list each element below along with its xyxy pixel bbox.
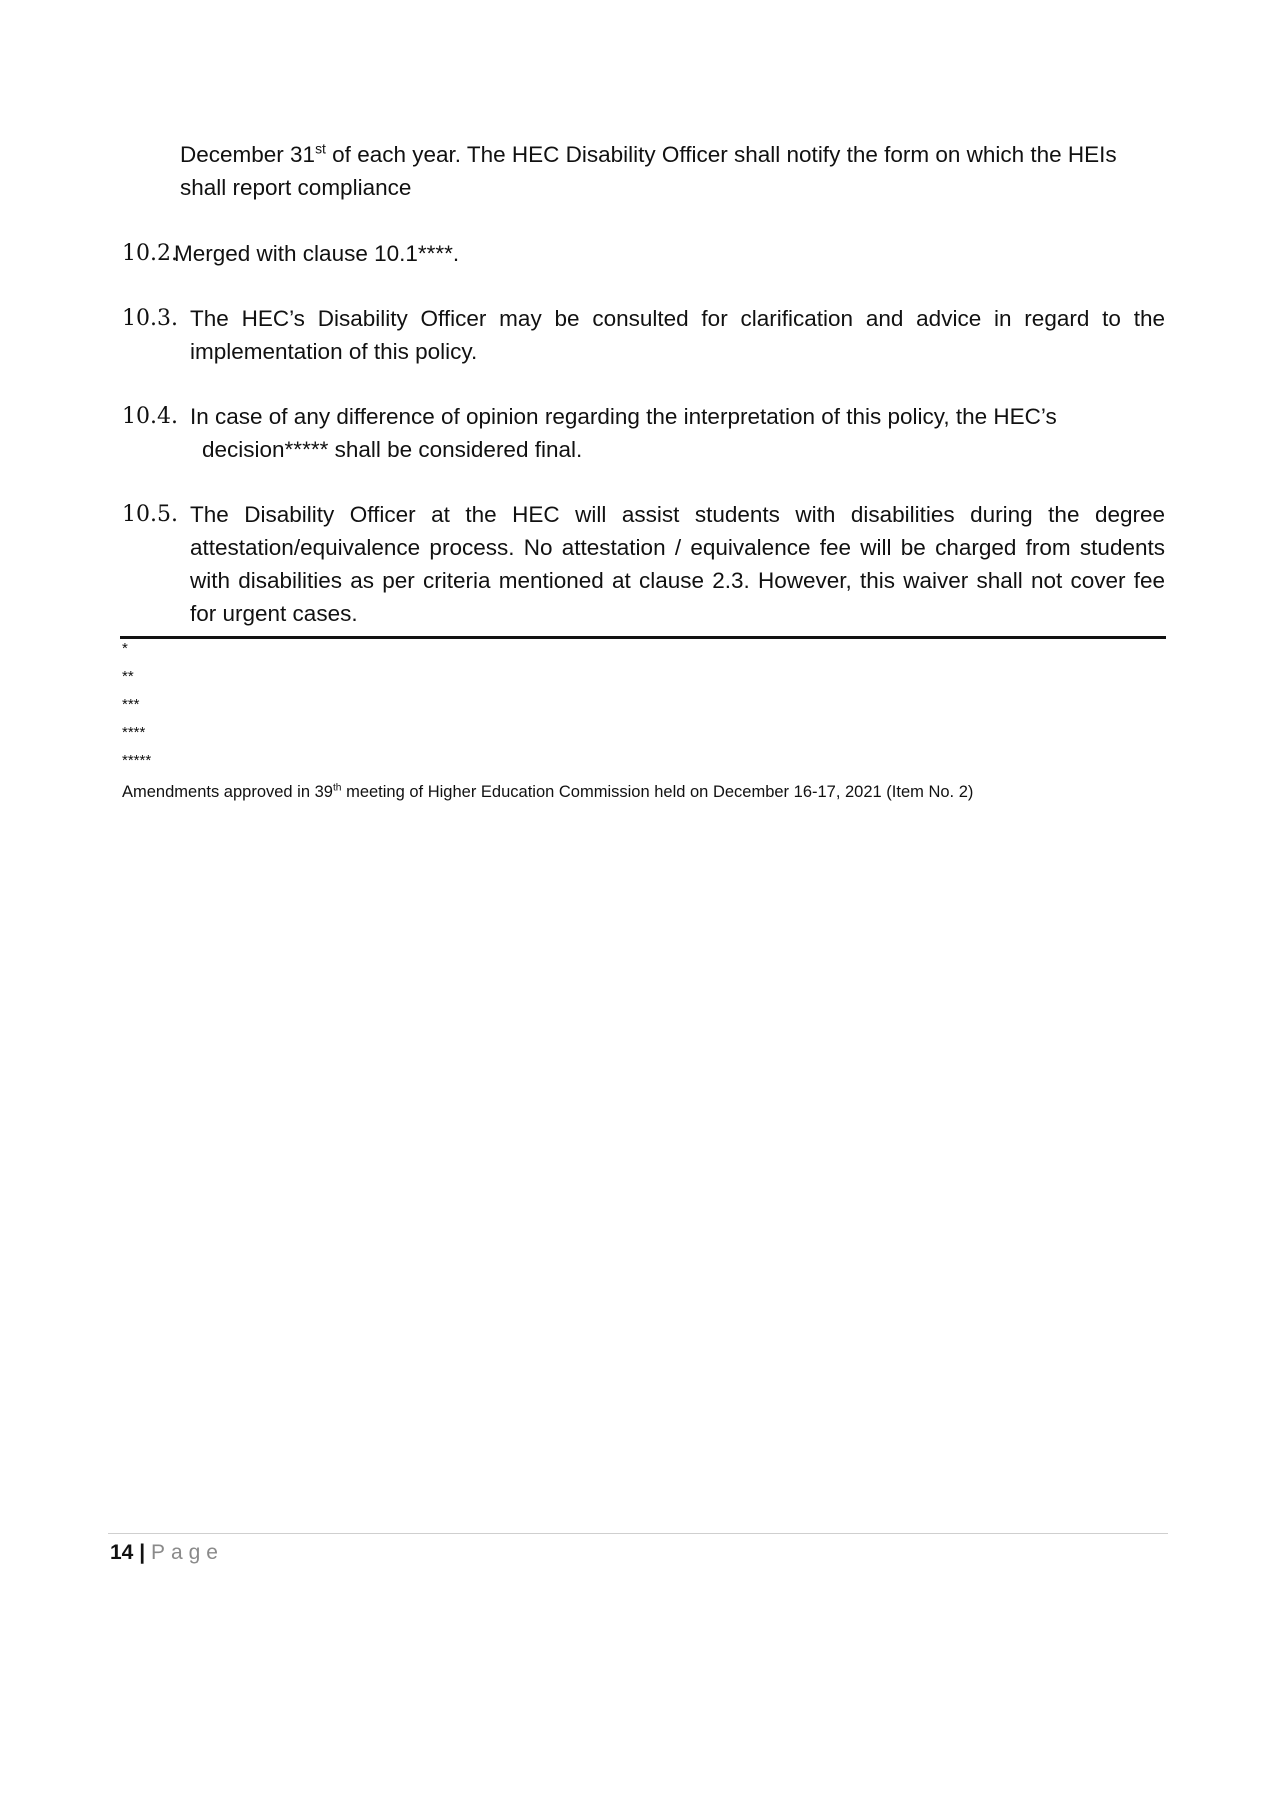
page-footer	[110, 1538, 224, 1568]
amendment-text: Amendments approved in 39	[122, 783, 333, 801]
clause-number: 10.2.	[122, 241, 178, 266]
clause-text-line-1: In case of any difference of opinion regarding the interpretation of this policy, the HEC’s	[190, 404, 1057, 429]
clause-number: 10.4.	[122, 404, 178, 429]
intro-text-cont: of each year. The HEC Disability Officer shall notify the form on which the HEIs	[325, 142, 1117, 167]
clause-text: The Disability Officer at the HEC will assist students with disabilities during the degree attestation/equivalence process. No attestation / equivalence fee will be charged from students with disabilities as per criteria mentioned at clause 2.3. However, this waiver shall not cover fee for urgent cases.	[190, 502, 1165, 626]
clause-number: 10.5.	[122, 502, 178, 527]
footnote-mark-3: ***	[122, 696, 140, 713]
footnote-mark-5: *****	[122, 752, 152, 769]
page-number: 14	[110, 1541, 134, 1564]
intro-text: December 31	[180, 142, 316, 167]
page-label: Page	[150, 1541, 224, 1564]
intro-line-2: shall report compliance	[180, 175, 412, 200]
amendment-note	[122, 782, 973, 802]
clause-text: The HEC’s Disability Officer may be consulted for clarification and advice in regard to the implementation of this policy.	[190, 306, 1165, 364]
clause-10-2	[122, 237, 1165, 270]
clause-text-line-2: decision***** shall be considered final.	[202, 437, 583, 462]
footnote-mark-4: ****	[122, 724, 146, 741]
clause-text: Merged with clause 10.1****.	[174, 241, 460, 266]
intro-line-1	[180, 138, 1165, 171]
continued-paragraph	[180, 138, 1165, 204]
intro-superscript: st	[315, 140, 326, 157]
footer-separator: |	[139, 1541, 146, 1564]
footnote-mark-2: **	[122, 668, 134, 685]
footer-rule	[108, 1533, 1168, 1534]
amendment-superscript: th	[332, 782, 342, 794]
clause-10-4	[122, 400, 1165, 466]
footnote-separator	[120, 636, 1166, 639]
clause-10-5	[122, 498, 1165, 630]
clause-10-3	[122, 302, 1165, 368]
amendment-text-cont: meeting of Higher Education Commission held on December 16-17, 2021 (Item No. 2)	[341, 783, 974, 801]
footnote-mark-1: *	[122, 640, 128, 657]
clause-number: 10.3.	[122, 306, 178, 331]
